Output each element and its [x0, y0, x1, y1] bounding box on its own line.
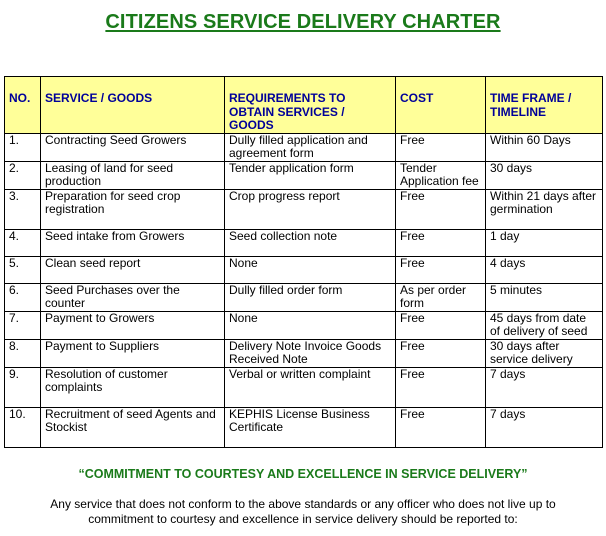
cell-cost: Free — [396, 367, 486, 407]
table-row — [5, 339, 603, 367]
page-title: CITIZENS SERVICE DELIVERY CHARTER — [105, 11, 501, 33]
cell-service: Recruitment of seed Agents and Stockist — [41, 407, 225, 447]
cell-requirements: Delivery Note Invoice Goods Received Note — [225, 339, 396, 367]
table-row — [5, 189, 603, 229]
cell-no: 3. — [5, 189, 41, 229]
header-cost: COST — [396, 77, 486, 134]
cell-timeframe: 30 days — [486, 161, 603, 189]
table-header-row — [5, 77, 603, 134]
cell-service: Contracting Seed Growers — [41, 133, 225, 161]
cell-requirements: Dully filled application and agreement form — [225, 133, 396, 161]
cell-no: 9. — [5, 367, 41, 407]
cell-no: 6. — [5, 283, 41, 311]
cell-cost: Free — [396, 339, 486, 367]
cell-no: 4. — [5, 229, 41, 256]
table-row — [5, 367, 603, 407]
cell-timeframe: 45 days from date of delivery of seed — [486, 311, 603, 339]
cell-cost: Free — [396, 256, 486, 283]
cell-timeframe: 5 minutes — [486, 283, 603, 311]
cell-no: 5. — [5, 256, 41, 283]
cell-no: 1. — [5, 133, 41, 161]
cell-no: 10. — [5, 407, 41, 447]
cell-requirements: Seed collection note — [225, 229, 396, 256]
cell-requirements: Crop progress report — [225, 189, 396, 229]
header-requirements: REQUIREMENTS TO OBTAIN SERVICES / GOODS — [225, 77, 396, 134]
table-row — [5, 256, 603, 283]
header-timeframe: TIME FRAME / TIMELINE — [486, 77, 603, 134]
table-row — [5, 311, 603, 339]
table-row — [5, 133, 603, 161]
cell-cost: As per order form — [396, 283, 486, 311]
charter-table — [4, 76, 603, 448]
cell-service: Preparation for seed crop registration — [41, 189, 225, 229]
table-row — [5, 407, 603, 447]
cell-cost: Free — [396, 133, 486, 161]
cell-service: Seed intake from Growers — [41, 229, 225, 256]
cell-no: 8. — [5, 339, 41, 367]
cell-service: Clean seed report — [41, 256, 225, 283]
cell-timeframe: 7 days — [486, 407, 603, 447]
table-row — [5, 229, 603, 256]
commitment-heading: “COMMITMENT TO COURTESY AND EXCELLENCE IN SERVICE DELIVERY” — [78, 467, 528, 481]
table-row — [5, 161, 603, 189]
cell-service: Payment to Growers — [41, 311, 225, 339]
cell-requirements: Tender application form — [225, 161, 396, 189]
header-no: NO. — [5, 77, 41, 134]
cell-service: Payment to Suppliers — [41, 339, 225, 367]
cell-timeframe: 1 day — [486, 229, 603, 256]
cell-service: Leasing of land for seed production — [41, 161, 225, 189]
cell-timeframe: Within 60 Days — [486, 133, 603, 161]
reporting-notice: Any service that does not conform to the above standards or any officer who does not live up to commitment to courtesy and excellence in service delivery should be reported to: — [50, 497, 556, 526]
cell-requirements: Dully filled order form — [225, 283, 396, 311]
cell-requirements: None — [225, 256, 396, 283]
cell-no: 2. — [5, 161, 41, 189]
cell-cost: Free — [396, 189, 486, 229]
cell-timeframe: 30 days after service delivery — [486, 339, 603, 367]
cell-cost: Tender Application fee — [396, 161, 486, 189]
cell-requirements: KEPHIS License Business Certificate — [225, 407, 396, 447]
cell-service: Resolution of customer complaints — [41, 367, 225, 407]
cell-requirements: Verbal or written complaint — [225, 367, 396, 407]
cell-cost: Free — [396, 311, 486, 339]
cell-cost: Free — [396, 229, 486, 256]
cell-service: Seed Purchases over the counter — [41, 283, 225, 311]
cell-cost: Free — [396, 407, 486, 447]
cell-timeframe: 4 days — [486, 256, 603, 283]
cell-timeframe: 7 days — [486, 367, 603, 407]
table-row — [5, 283, 603, 311]
cell-no: 7. — [5, 311, 41, 339]
cell-requirements: None — [225, 311, 396, 339]
cell-timeframe: Within 21 days after germination — [486, 189, 603, 229]
header-service: SERVICE / GOODS — [41, 77, 225, 134]
